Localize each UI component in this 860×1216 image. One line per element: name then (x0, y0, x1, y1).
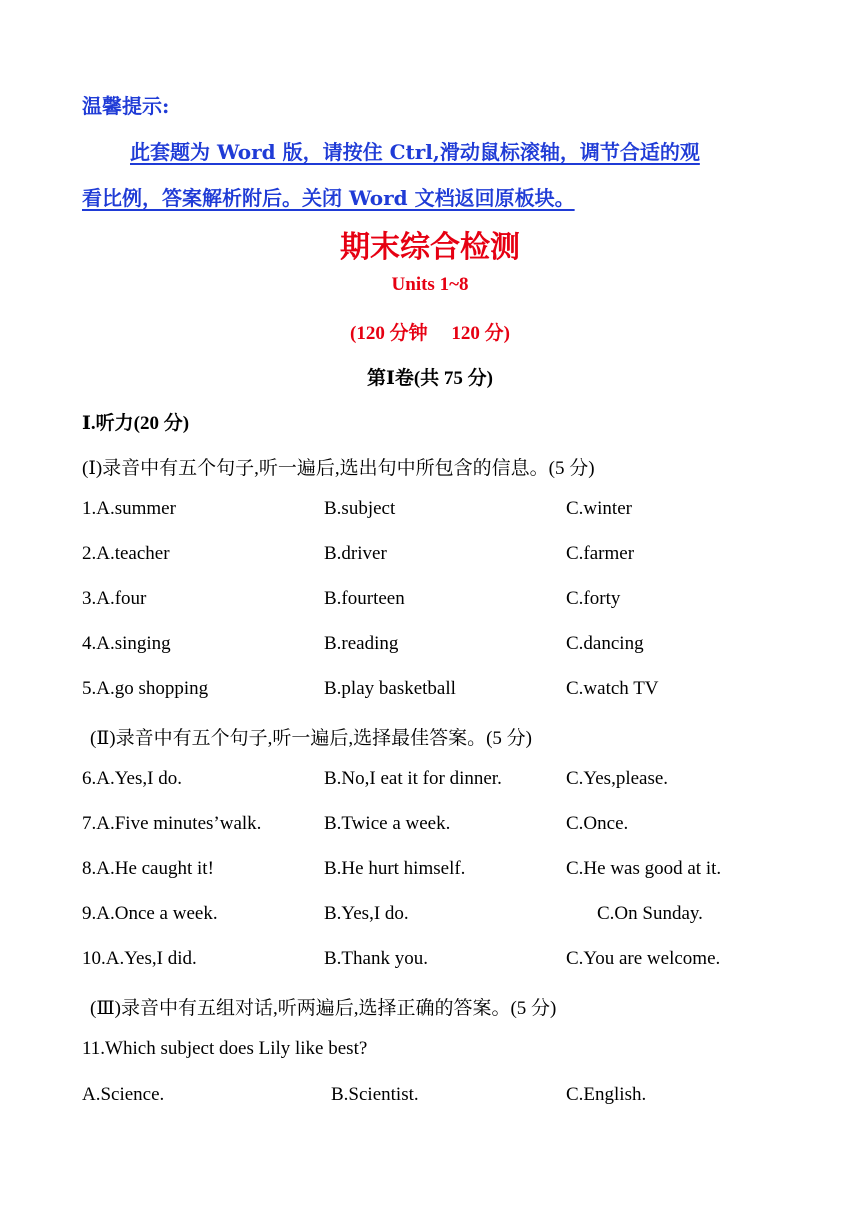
q2-option-c: C.farmer (566, 543, 635, 564)
tip-line-1: 此套题为 Word 版，请按住 Ctrl,滑动鼠标滚轴，调节合适的观 (130, 140, 700, 164)
q6-option-c: C.Yes,please. (566, 768, 669, 789)
q11-option-c: C.English. (566, 1084, 647, 1105)
q9-option-b: B.Yes,I do. (324, 903, 409, 924)
time-score: (120 分钟 120 分) (350, 323, 510, 344)
q5-option-c: C.watch TV (566, 678, 659, 699)
section-listening-title: Ⅰ.听力(20 分) (82, 413, 190, 434)
q11-option-a: A.Science. (82, 1084, 165, 1105)
q4-option-c: C.dancing (566, 633, 644, 654)
q11-option-b: B.Scientist. (331, 1084, 419, 1105)
q7-option-b: B.Twice a week. (324, 813, 451, 834)
q1-option-a: 1.A.summer (82, 498, 176, 519)
q10-option-b: B.Thank you. (324, 948, 428, 969)
q10-option-c: C.You are welcome. (566, 948, 721, 969)
q9-option-a: 9.A.Once a week. (82, 903, 218, 924)
q3-option-a: 3.A.four (82, 588, 147, 609)
q4-option-a: 4.A.singing (82, 633, 171, 654)
part1-instruction: (Ⅰ)录音中有五个句子,听一遍后,选出句中所包含的信息。(5 分) (82, 458, 595, 479)
q2-option-b: B.driver (324, 543, 387, 564)
q3-option-c: C.forty (566, 588, 621, 609)
q7-option-c: C.Once. (566, 813, 629, 834)
q5-option-b: B.play basketball (324, 678, 456, 699)
tip-label: 温馨提示: (82, 94, 170, 118)
q9-option-c: C.On Sunday. (597, 903, 703, 924)
tip-line-2: 看比例，答案解析附后。关闭 Word 文档返回原板块。 (82, 186, 575, 210)
q11-stem: 11.Which subject does Lily like best? (82, 1038, 368, 1059)
q8-option-a: 8.A.He caught it! (82, 858, 214, 879)
q8-option-b: B.He hurt himself. (324, 858, 466, 879)
q4-option-b: B.reading (324, 633, 399, 654)
q10-option-a: 10.A.Yes,I did. (82, 948, 197, 969)
q7-option-a: 7.A.Five minutes’walk. (82, 813, 262, 834)
q6-option-a: 6.A.Yes,I do. (82, 768, 182, 789)
q8-option-c: C.He was good at it. (566, 858, 722, 879)
paper-heading: 第Ⅰ卷(共 75 分) (366, 368, 494, 389)
part2-instruction: (Ⅱ)录音中有五个句子,听一遍后,选择最佳答案。(5 分) (90, 728, 532, 749)
units-subtitle: Units 1~8 (391, 274, 469, 295)
q3-option-b: B.fourteen (324, 588, 405, 609)
page-title: 期末综合检测 (340, 230, 520, 265)
q2-option-a: 2.A.teacher (82, 543, 170, 564)
part3-instruction: (Ⅲ)录音中有五组对话,听两遍后,选择正确的答案。(5 分) (90, 998, 557, 1019)
q1-option-b: B.subject (324, 498, 396, 519)
q1-option-c: C.winter (566, 498, 632, 519)
q6-option-b: B.No,I eat it for dinner. (324, 768, 502, 789)
q5-option-a: 5.A.go shopping (82, 678, 209, 699)
